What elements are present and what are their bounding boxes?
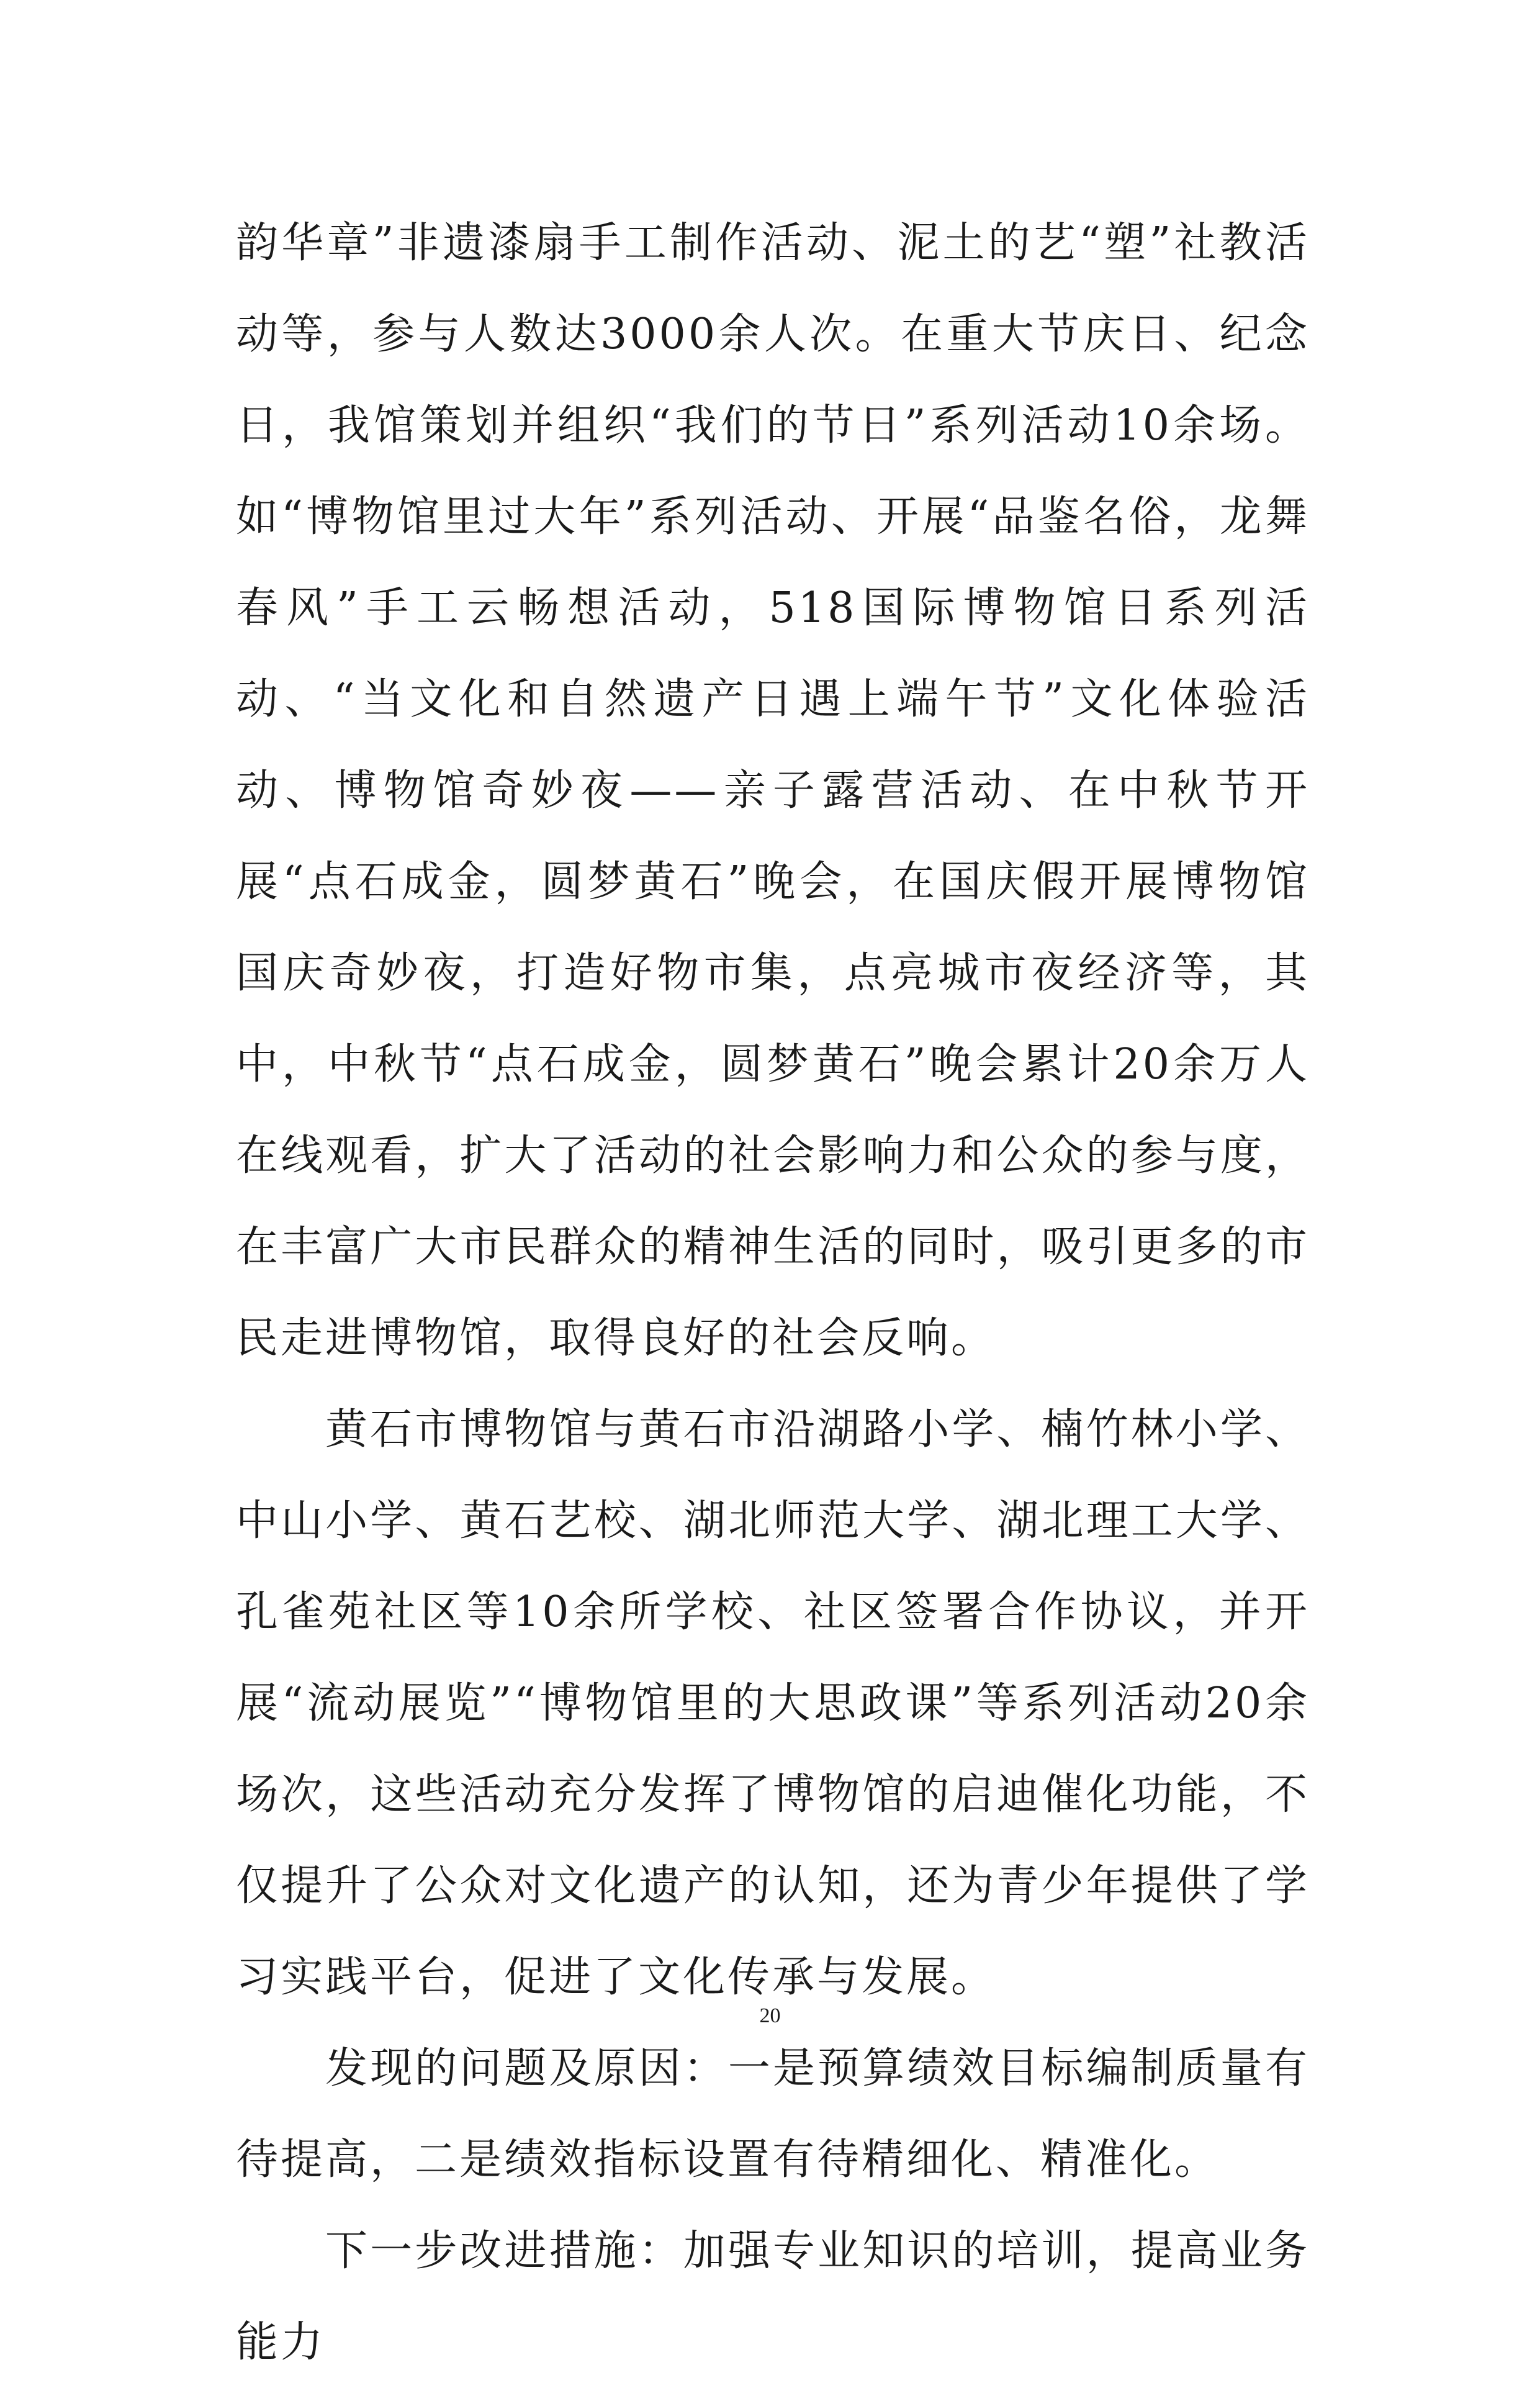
page-number: 20 [759, 2004, 781, 2027]
paragraph-activities: 韵华章”非遗漆扇手工制作活动、泥土的艺“塑”社教活动等，参与人数达3000余人次。在重大节庆日、纪念日，我馆策划并组织“我们的节日”系列活动10余场。如“博物馆里过大年”系列活动、开展“品鉴名俗，龙舞春风”手工云畅想活动，518国际博物馆日系列活动、“当文化和自然遗产日遇上端午节”文化体验活动、博物馆奇妙夜——亲子露营活动、在中秋节开展“点石成金，圆梦黄石”晚会，在国庆假开展博物馆国庆奇妙夜，打造好物市集，点亮城市夜经济等，其中，中秋节“点石成金，圆梦黄石”晚会累计20余万人在线观看，扩大了活动的社会影响力和公众的参与度，在丰富广大市民群众的精神生活的同时，吸引更多的市民走进博物馆，取得良好的社会反响。 [236, 219, 1310, 1363]
paragraph-partnerships: 黄石市博物馆与黄石市沿湖路小学、楠竹林小学、中山小学、黄石艺校、湖北师范大学、湖北理工大学、孔雀苑社区等10余所学校、社区签署合作协议，并开展“流动展览”“博物馆里的大思政课”等系列活动20余场次，这些活动充分发挥了博物馆的启迪催化功能，不仅提升了公众对文化遗产的认知，还为青少年提供了学习实践平台，促进了文化传承与发展。 [236, 1405, 1310, 2002]
document-body [236, 197, 1310, 2388]
paragraph-improvements: 下一步改进措施：加强专业知识的培训，提高业务能力 [236, 2227, 1310, 2367]
paragraph-problems: 发现的问题及原因：一是预算绩效目标编制质量有待提高，二是绩效指标设置有待精细化、精准化。 [236, 2044, 1310, 2184]
